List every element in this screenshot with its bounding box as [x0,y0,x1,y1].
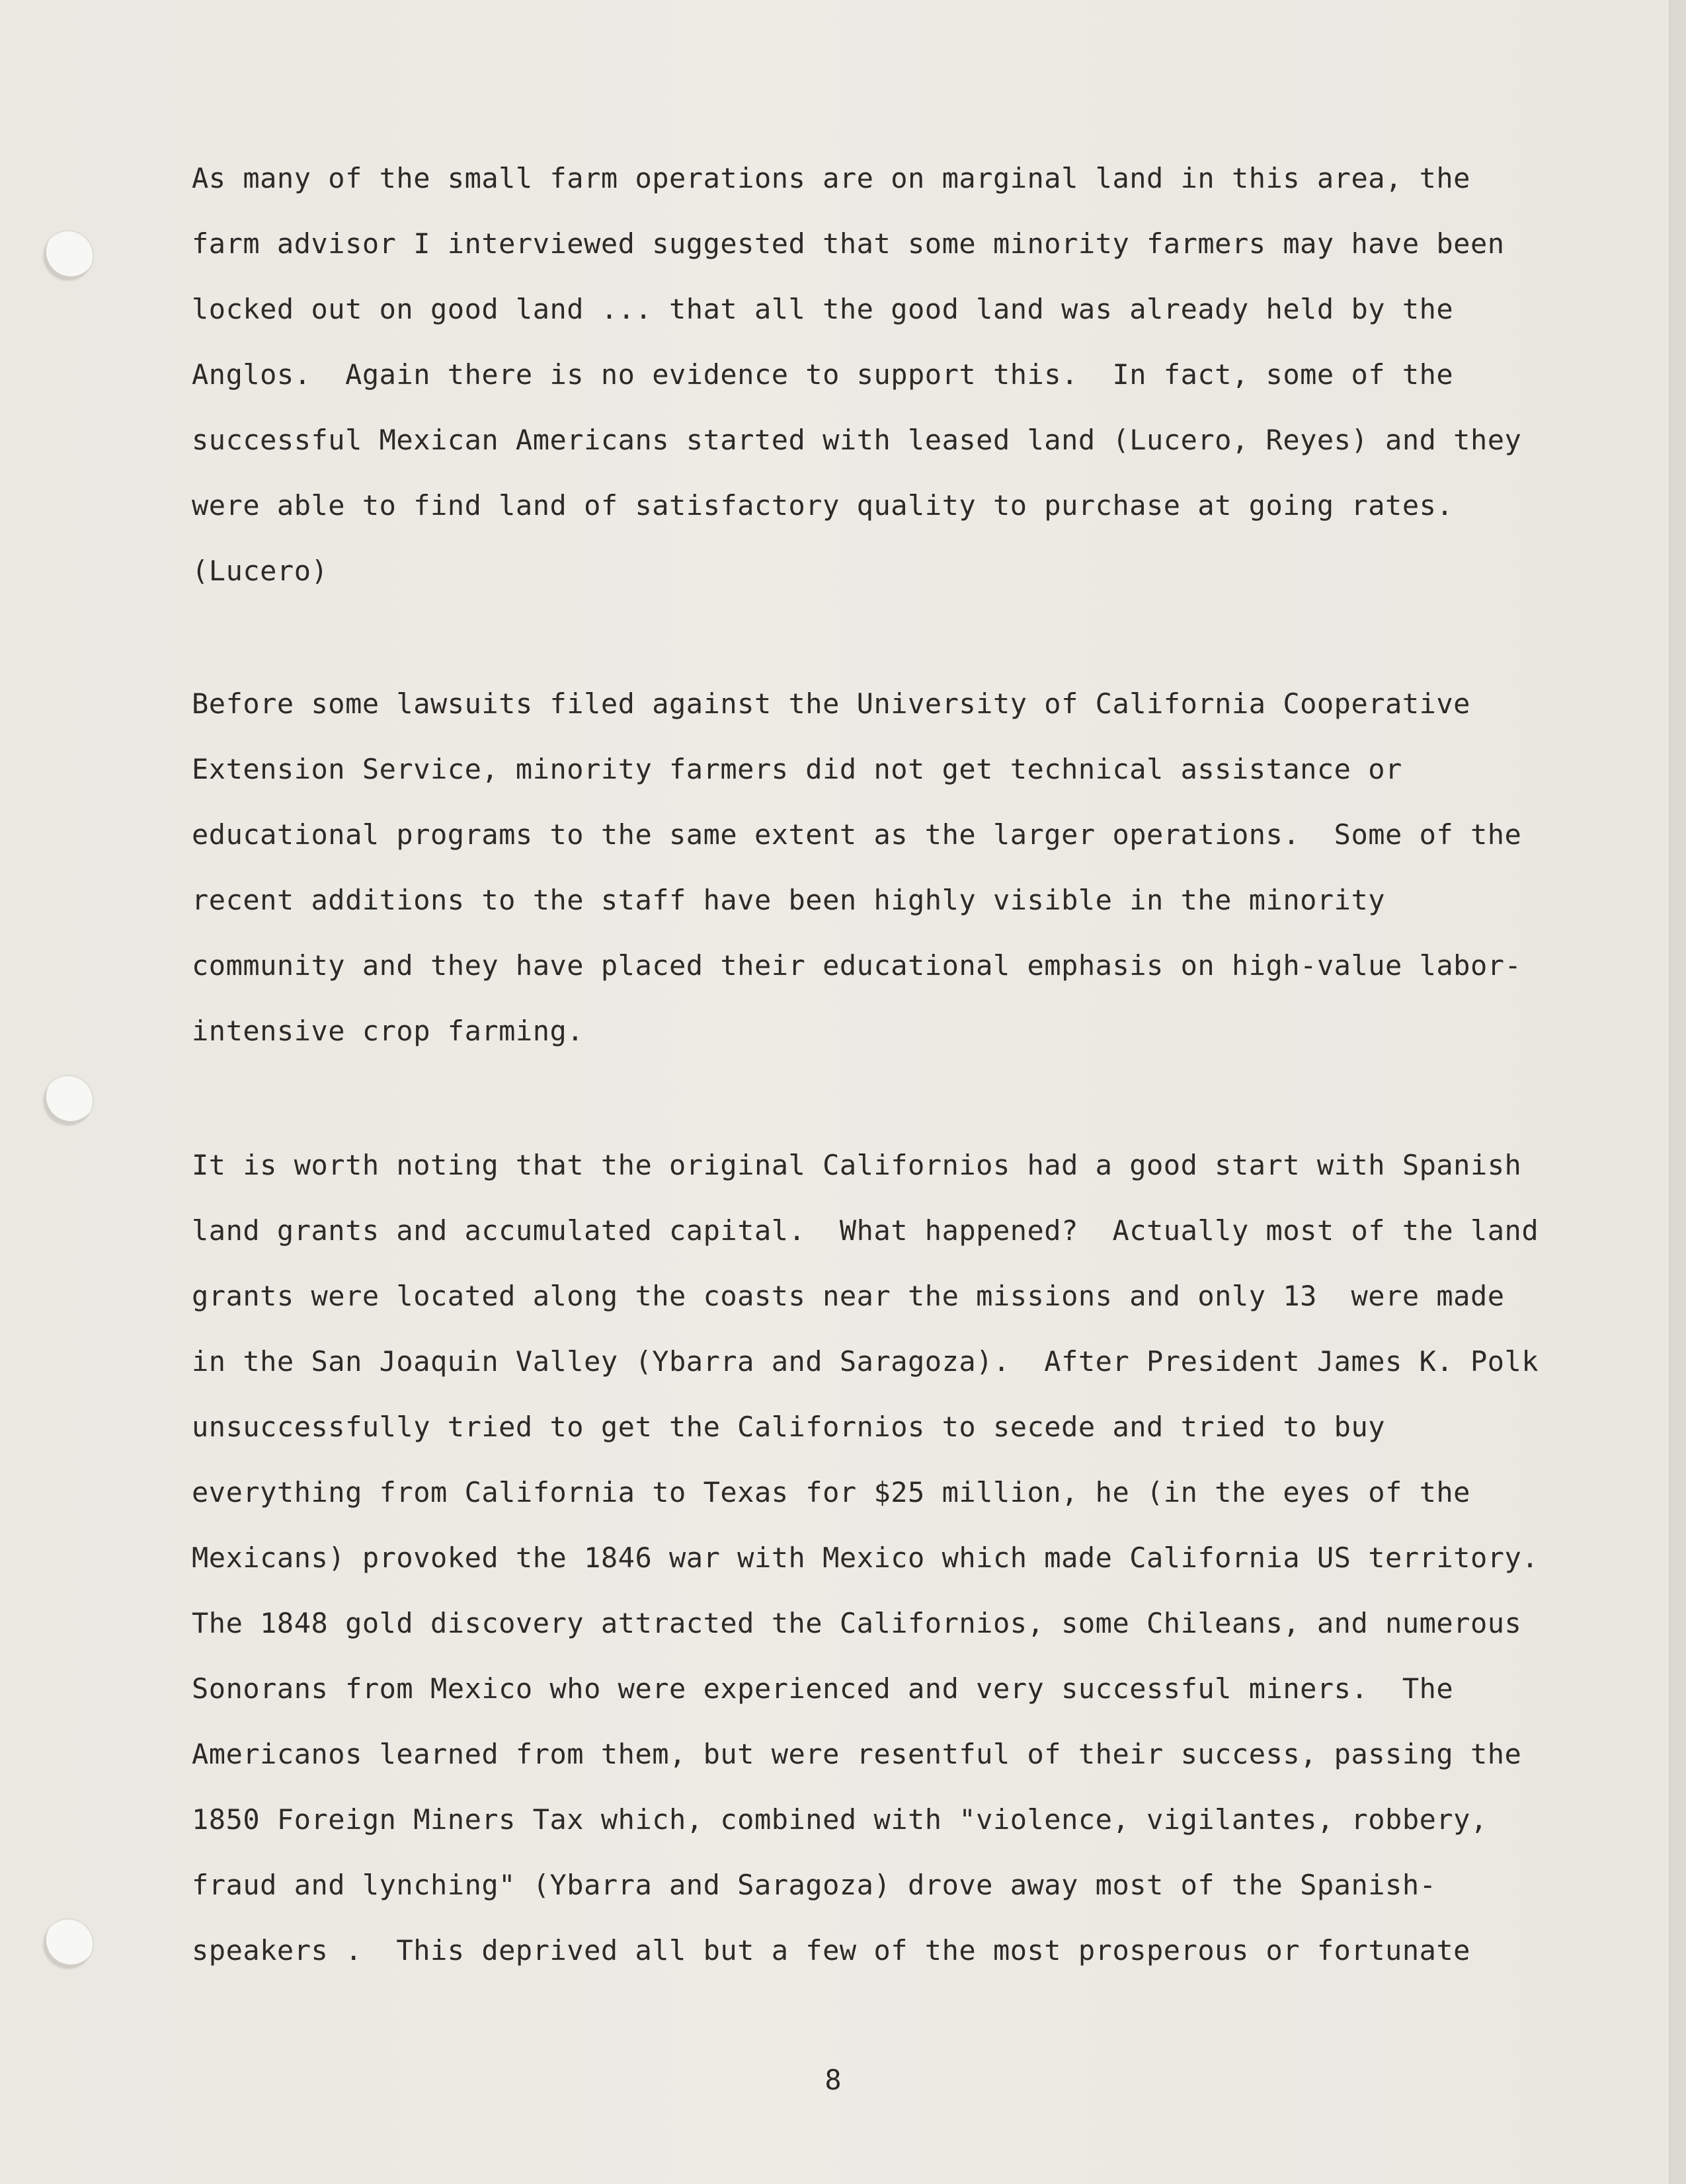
text-line: educational programs to the same extent as the larger operations. Some of the [192,818,1522,851]
paragraph-1 [192,145,1521,604]
text-line: fraud and lynching" (Ybarra and Saragoza) drove away most of the Spanish- [192,1869,1437,1901]
text-line: recent additions to the staff have been highly visible in the minority [192,884,1386,916]
text-line: were able to find land of satisfactory quality to purchase at going rates. [192,489,1454,522]
text-line: 1850 Foreign Miners Tax which, combined with "violence, vigilantes, robbery, [192,1803,1488,1836]
text-line: Sonorans from Mexico who were experienced and very successful miners. The [192,1672,1454,1705]
text-line: intensive crop farming. [192,1015,584,1047]
punch-hole-top [44,231,93,280]
page-shadow [1671,0,1686,2184]
text-line: Extension Service, minority farmers did not get technical assistance or [192,753,1402,785]
punch-hole-middle [44,1076,93,1125]
page-edge [1669,0,1671,2184]
text-line: Before some lawsuits filed against the University of California Cooperative [192,687,1470,720]
text-line: land grants and accumulated capital. What happened? Actually most of the land [192,1214,1539,1247]
text-line: unsuccessfully tried to get the Californios to secede and tried to buy [192,1411,1386,1443]
paragraph-3 [192,1132,1539,1983]
text-line: It is worth noting that the original Californios had a good start with Spanish [192,1149,1522,1181]
text-line: As many of the small farm operations are on marginal land in this area, the [192,162,1470,194]
text-line: Americanos learned from them, but were resentful of their success, passing the [192,1738,1522,1770]
page-number: 8 [824,2064,842,2096]
text-line: Mexicans) provoked the 1846 war with Mexico which made California US territory. [192,1541,1539,1574]
text-line: Anglos. Again there is no evidence to support this. In fact, some of the [192,358,1454,391]
text-line: grants were located along the coasts near the missions and only 13 were made [192,1280,1505,1312]
text-line: (Lucero) [192,555,329,587]
text-line: The 1848 gold discovery attracted the Californios, some Chileans, and numerous [192,1607,1522,1639]
paragraph-2 [192,671,1521,1064]
text-line: locked out on good land ... that all the good land was already held by the [192,293,1454,325]
text-line: successful Mexican Americans started with leased land (Lucero, Reyes) and they [192,424,1522,456]
text-line: in the San Joaquin Valley (Ybarra and Saragoza). After President James K. Polk [192,1345,1539,1378]
text-line: speakers . This deprived all but a few of the most prosperous or fortunate [192,1934,1470,1967]
punch-hole-bottom [44,1920,93,1969]
text-line: everything from California to Texas for $25 million, he (in the eyes of the [192,1476,1470,1508]
text-line: community and they have placed their educational emphasis on high-value labor- [192,949,1522,982]
text-line: farm advisor I interviewed suggested that some minority farmers may have been [192,227,1505,260]
